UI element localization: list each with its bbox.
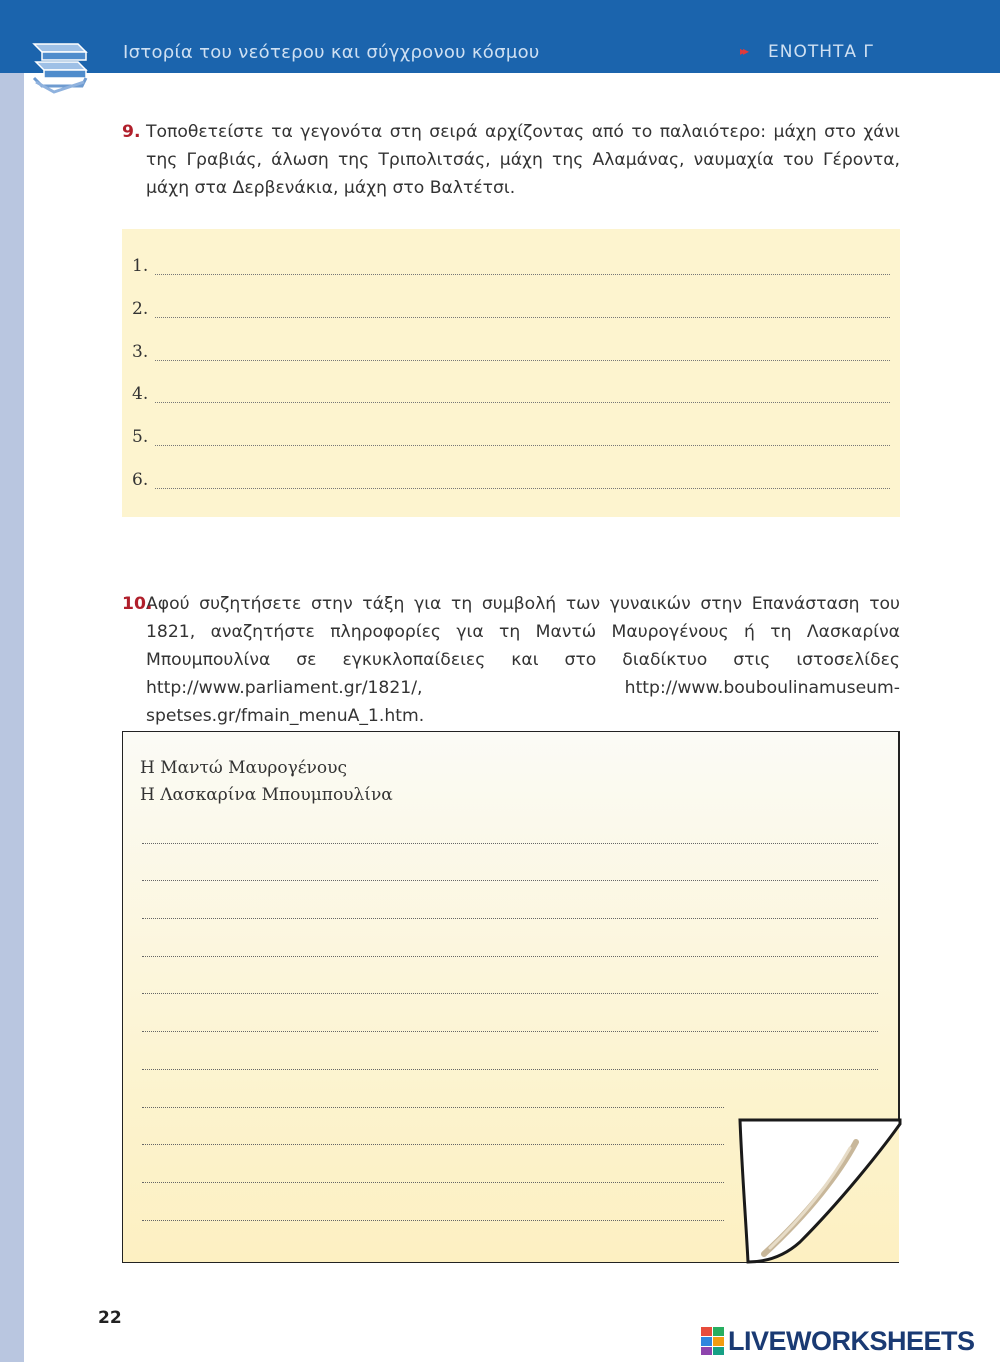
answer-number: 2. (132, 299, 149, 319)
writing-line[interactable] (142, 1144, 724, 1145)
writing-line[interactable] (142, 993, 878, 994)
note-border-right (898, 731, 900, 1121)
question-text: Αφού συζητήσετε στην τάξη για τη συμβολή των γυναικών στην Επανάσταση του 1821, αναζητήστε πληροφορίες για τη Μαντώ Μαυρογένους ή τη Λασκαρίνα Μπουμπουλίνα σε εγκυκλοπαίδειες και στο διαδίκτυο στις ιστοσελίδες http://www.parliament.gr/1821/, http://www.bouboulinamuseum-spetses.gr/fmain_menuA_1.htm. (146, 594, 900, 726)
writing-line[interactable] (142, 1107, 724, 1108)
question-number: 10. (122, 594, 153, 614)
answer-dotted-line (155, 488, 890, 489)
option-mando: Η Μαντώ Μαυρογένους (140, 758, 347, 778)
liveworksheets-logo-icon (700, 1326, 726, 1356)
section-arrow-icon: ▸▸ (740, 44, 747, 58)
writing-line[interactable] (142, 1031, 878, 1032)
answer-dotted-line (155, 360, 890, 361)
writing-line[interactable] (142, 1220, 724, 1221)
answer-dotted-line (155, 445, 890, 446)
book-stack-icon (30, 38, 90, 96)
writing-line[interactable] (142, 918, 878, 919)
writing-line[interactable] (142, 880, 878, 881)
question-number: 9. (122, 122, 141, 142)
page-header (0, 0, 1000, 73)
writing-line[interactable] (142, 843, 878, 844)
header-title: Ιστορία του νεότερου και σύγχρονου κόσμου (123, 42, 540, 63)
writing-line[interactable] (142, 1069, 878, 1070)
answer-number: 1. (132, 256, 149, 276)
brand-logo (700, 1325, 975, 1357)
question-9 (122, 118, 900, 202)
side-strip (0, 0, 24, 1362)
answer-dotted-line (155, 274, 890, 275)
answer-line-6[interactable] (132, 470, 890, 494)
answer-number: 6. (132, 470, 149, 490)
question-10 (122, 590, 900, 730)
option-laskarina: Η Λασκαρίνα Μπουμπουλίνα (140, 785, 393, 805)
answer-line-2[interactable] (132, 299, 890, 323)
answer-box-q9 (122, 229, 900, 517)
question-text: Τοποθετείστε τα γεγονότα στη σειρά αρχίζοντας από το παλαιότερο: μάχη στο χάνι της Γραβιάς, άλωση της Τριπολιτσάς, μάχη της Αλαμάνας, ναυμαχία του Γέροντα, μάχη στα Δερβενάκια, μάχη στο Βαλτέτσι. (146, 122, 900, 198)
answer-dotted-line (155, 317, 890, 318)
writing-line[interactable] (142, 1182, 724, 1183)
answer-number: 3. (132, 342, 149, 362)
answer-line-4[interactable] (132, 384, 890, 408)
section-label: ΕΝΟΤΗΤΑ Γ (768, 42, 874, 62)
page-number: 22 (98, 1308, 122, 1328)
answer-line-5[interactable] (132, 427, 890, 451)
answer-dotted-line (155, 402, 890, 403)
page-curl-icon (730, 1112, 905, 1267)
answer-number: 4. (132, 384, 149, 404)
answer-number: 5. (132, 427, 149, 447)
answer-line-1[interactable] (132, 256, 890, 280)
answer-line-3[interactable] (132, 342, 890, 366)
brand-name: LIVEWORKSHEETS (728, 1325, 975, 1356)
writing-line[interactable] (142, 956, 878, 957)
